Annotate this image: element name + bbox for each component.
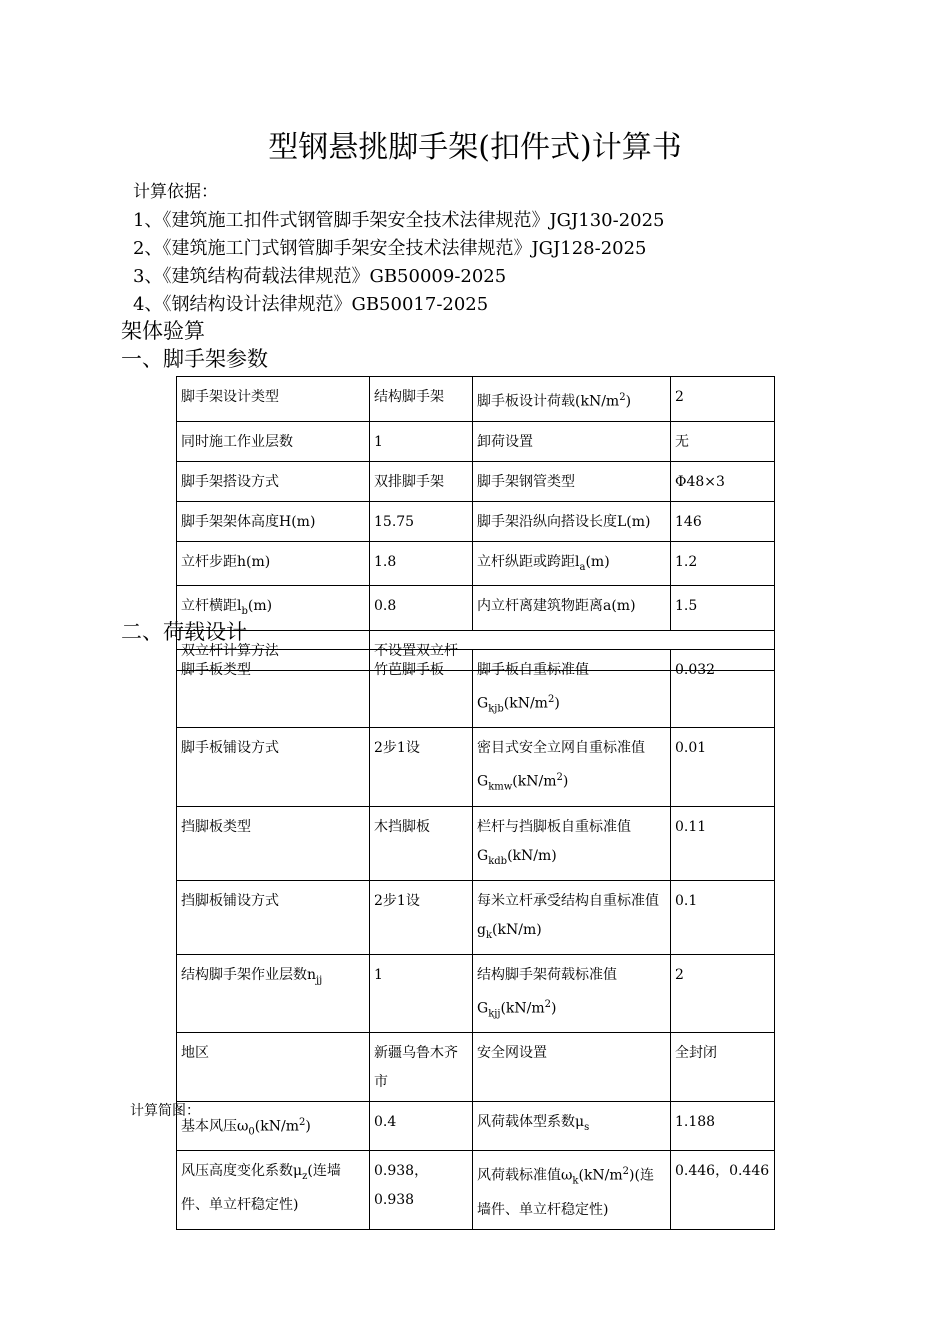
table-cell: 木挡脚板 <box>370 806 473 880</box>
table-cell: 146 <box>671 501 775 541</box>
table-cell: 1.5 <box>671 586 775 631</box>
table-cell: 立杆纵距或跨距$l_a(m)$ <box>473 541 671 586</box>
table-cell: 同时施工作业层数 <box>177 421 370 461</box>
table-cell: 结构脚手架作业层数$n_{jj}$ <box>177 954 370 1032</box>
table-cell: 风荷载标准值$\omega_k(kN/m^2)$(连墙件、单立杆稳定性) <box>473 1151 671 1229</box>
table-row <box>177 650 775 728</box>
table-row <box>177 806 775 880</box>
table-cell: 1.188 <box>671 1101 775 1150</box>
table-cell: 全封闭 <box>671 1032 775 1101</box>
table-cell: 0.4 <box>370 1101 473 1150</box>
table-cell: 15.75 <box>370 501 473 541</box>
table-cell: 栏杆与挡脚板自重标准值 $G_{kdb}(kN/m)$ <box>473 806 671 880</box>
table-row <box>177 728 775 806</box>
table-cell: 1 <box>370 954 473 1032</box>
table-cell: 脚手板自重标准值$G_{kjb}(kN/m^2)$ <box>473 650 671 728</box>
table-cell: 2步1设 <box>370 728 473 806</box>
table-cell: 挡脚板类型 <box>177 806 370 880</box>
table-cell: 风荷载体型系数$\mu_s$ <box>473 1101 671 1150</box>
table-cell: 1.8 <box>370 541 473 586</box>
table-row <box>177 954 775 1032</box>
table-cell: 2步1设 <box>370 880 473 954</box>
table-cell: 竹芭脚手板 <box>370 650 473 728</box>
table-cell: 0.032 <box>671 650 775 728</box>
table-cell: 0.446，0.446 <box>671 1151 775 1229</box>
section2-heading: 二、荷载设计 <box>121 620 247 644</box>
table-row <box>177 1101 775 1150</box>
figure-label: 计算简图： <box>130 1103 200 1119</box>
table-cell: 1.2 <box>671 541 775 586</box>
table-cell: 无 <box>671 421 775 461</box>
section-main-heading: 架体验算 <box>121 319 205 343</box>
table-row <box>177 501 775 541</box>
basis-label: 计算依据： <box>133 182 218 202</box>
document-title: 型钢悬挑脚手架(扣件式)计算书 <box>268 130 682 165</box>
table-cell: 双排脚手架 <box>370 461 473 501</box>
table-cell: Φ48×3 <box>671 461 775 501</box>
table-row <box>177 1151 775 1229</box>
table-cell: 风压高度变化系数$\mu_z$(连墙件、单立杆稳定性) <box>177 1151 370 1229</box>
table-cell: 1 <box>370 421 473 461</box>
basis-item: 2、《建筑施工门式钢管脚手架安全技术法律规范》JGJ128-2025 <box>133 238 647 259</box>
table-cell: 0.1 <box>671 880 775 954</box>
table-cell: 卸荷设置 <box>473 421 671 461</box>
table-cell: 2 <box>671 377 775 422</box>
table-cell: 每米立杆承受结构自重标准值 $g_k(kN/m)$ <box>473 880 671 954</box>
table-cell: 脚手板类型 <box>177 650 370 728</box>
table-cell: 结构脚手架荷载标准值 $G_{kjj}(kN/m^2)$ <box>473 954 671 1032</box>
table-cell: 脚手板设计荷载$(kN/m^2)$ <box>473 377 671 422</box>
table-row <box>177 377 775 422</box>
table-cell: 脚手板铺设方式 <box>177 728 370 806</box>
table-cell: 脚手架架体高度H(m) <box>177 501 370 541</box>
table-cell: 基本风压$\omega_0(kN/m^2)$ <box>177 1101 370 1150</box>
table-cell: 脚手架钢管类型 <box>473 461 671 501</box>
load-design-table <box>176 649 775 1230</box>
table-cell: 0.8 <box>370 586 473 631</box>
table-cell: 脚手架沿纵向搭设长度L(m) <box>473 501 671 541</box>
table-cell: 立杆步距h(m) <box>177 541 370 586</box>
basis-item: 1、《建筑施工扣件式钢管脚手架安全技术法律规范》JGJ130-2025 <box>133 210 665 231</box>
table-cell: 脚手架设计类型 <box>177 377 370 422</box>
table-row <box>177 586 775 631</box>
table-row <box>177 461 775 501</box>
table-cell: 0.01 <box>671 728 775 806</box>
section1-heading: 一、脚手架参数 <box>121 347 268 371</box>
table-cell: 挡脚板铺设方式 <box>177 880 370 954</box>
table-cell: 不设置双立杆 <box>370 631 775 671</box>
table-cell: 安全网设置 <box>473 1032 671 1101</box>
table-cell: 0.11 <box>671 806 775 880</box>
basis-item: 4、《钢结构设计法律规范》GB50017-2025 <box>133 294 489 315</box>
table-cell: 2 <box>671 954 775 1032</box>
table-cell: 地区 <box>177 1032 370 1101</box>
basis-list <box>133 207 665 319</box>
scaffold-params-table <box>176 376 775 671</box>
table-row <box>177 541 775 586</box>
table-row <box>177 421 775 461</box>
table-cell: 0.938，0.938 <box>370 1151 473 1229</box>
table-cell: 新疆乌鲁木齐市 <box>370 1032 473 1101</box>
table-cell: 结构脚手架 <box>370 377 473 422</box>
table-cell: 内立杆离建筑物距离a(m) <box>473 586 671 631</box>
table-cell: 脚手架搭设方式 <box>177 461 370 501</box>
table-cell: 双立杆计算方法 <box>177 631 370 671</box>
basis-item: 3、《建筑结构荷载法律规范》GB50009-2025 <box>133 266 507 287</box>
table-cell: 立杆横距$l_b(m)$ <box>177 586 370 631</box>
table-row <box>177 1032 775 1101</box>
table-cell: 密目式安全立网自重标准值 $G_{kmw}(kN/m^2)$ <box>473 728 671 806</box>
table-row <box>177 880 775 954</box>
